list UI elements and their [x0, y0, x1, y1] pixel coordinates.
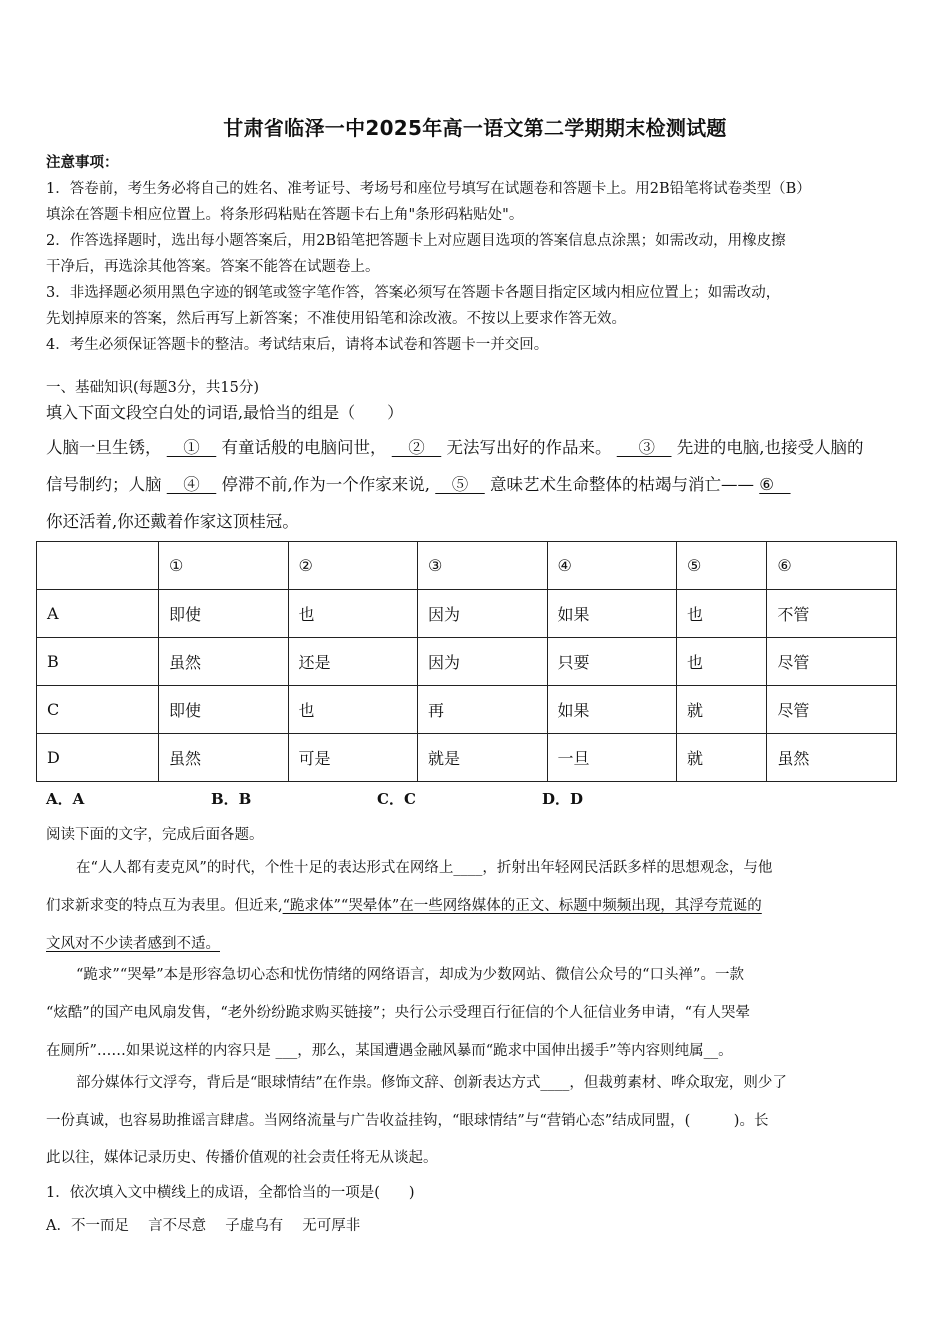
page-title: 甘肃省临泽一中2025年高一语文第二学期期末检测试题 [223, 116, 727, 140]
table-cell: 因为 [418, 590, 548, 638]
table-cell: 即使 [159, 590, 289, 638]
reading-line: 此以往，媒体记录历史、传播价值观的社会责任将无从谈起。 [46, 1150, 438, 1166]
option-c[interactable]: C．C [377, 790, 416, 808]
reading-text: 们求新求变的特点互为表里。但近来, [46, 898, 283, 914]
table-row [37, 734, 897, 782]
blank-1: ① [166, 438, 217, 457]
table-cell: 因为 [418, 638, 548, 686]
table-cell: 只要 [547, 638, 677, 686]
option-a[interactable]: A．A [46, 790, 85, 808]
notice-line: 3．非选择题必须用黑色字迹的钢笔或签字笔作答，答案必须写在答题卡各题目指定区域内相应位置上；如需改动， [46, 285, 781, 301]
table-cell: 虽然 [767, 734, 897, 782]
passage-line-3: 你还活着,你还戴着作家这顶桂冠。 [46, 512, 299, 531]
passage-text: 停滞不前,作为一个作家来说, [221, 475, 430, 494]
table-cell: ② [288, 542, 418, 590]
table-cell: C [37, 686, 159, 734]
blank-4: ④ [166, 475, 217, 494]
notice-line: 干净后，再选涂其他答案。答案不能答在试题卷上。 [46, 259, 380, 275]
table-cell: 也 [677, 590, 767, 638]
table-cell: D [37, 734, 159, 782]
notice-line: 先划掉原来的答案，然后再写上新答案；不准使用铅笔和涂改液。不按以上要求作答无效。 [46, 311, 626, 327]
blank-3: ③ [616, 438, 672, 457]
table-cell: 即使 [159, 686, 289, 734]
table-cell: 也 [288, 590, 418, 638]
table-cell: 如果 [547, 686, 677, 734]
blank-2: ② [391, 438, 442, 457]
question-1: 1．依次填入文中横线上的成语，全都恰当的一项是( ) [46, 1185, 415, 1201]
table-cell: 一旦 [547, 734, 677, 782]
table-cell: 就是 [418, 734, 548, 782]
reading-line: 部分媒体行文浮夸，背后是“眼球情结”在作祟。修饰文辞、创新表达方式____，但裁剪素材、哗众取宠，则少了 [76, 1075, 787, 1091]
option-d[interactable]: D．D [542, 790, 584, 808]
notice-line: 2．作答选择题时，选出每小题答案后，用2B铅笔把答题卡上对应题目选项的答案信息点涂黑；如需改动，用橡皮擦 [46, 233, 786, 249]
passage-line-1 [46, 434, 916, 458]
notice-line: 1．答卷前，考生务必将自己的姓名、准考证号、考场号和座位号填写在试题卷和答题卡上。用2B铅笔将试卷类型（B） [46, 181, 811, 197]
table-row [37, 686, 897, 734]
notice-heading: 注意事项： [46, 154, 119, 171]
reading-line: “跪求”“哭晕”本是形容急切心态和忧伤情绪的网络语言，却成为少数网站、微信公众号的“口头禅”。一款 [76, 967, 744, 983]
table-cell: 尽管 [767, 638, 897, 686]
blank-5: ⑤ [435, 475, 485, 494]
passage-text: 信号制约；人脑 [46, 475, 162, 494]
notice-block [46, 150, 906, 358]
table-cell [37, 542, 159, 590]
reading-line: “炫酷”的国产电风扇发售，“老外纷纷跪求购买链接”；央行公示受理百行征信的个人征信业务申请，“有人哭晕 [46, 1005, 751, 1021]
table-cell: 虽然 [159, 638, 289, 686]
table-cell: 也 [288, 686, 418, 734]
table-cell: 尽管 [767, 686, 897, 734]
underlined-sentence: 文风对不少读者感到不适。 [46, 936, 220, 952]
table-cell: ⑥ [767, 542, 897, 590]
passage-text: 有童话般的电脑问世， [221, 438, 387, 457]
reading-line [46, 932, 906, 953]
section-heading: 一、基础知识(每题3分，共15分) [46, 380, 259, 396]
passage-line-2 [46, 471, 916, 495]
table-cell: 如果 [547, 590, 677, 638]
table-cell: ⑤ [677, 542, 767, 590]
blank-6: ⑥ [759, 475, 791, 494]
table-cell: 不管 [767, 590, 897, 638]
reading-line: 在“人人都有麦克风”的时代，个性十足的表达形式在网络上____，折射出年轻网民活跃多样的思想观念，与他 [76, 860, 773, 876]
table-row [37, 638, 897, 686]
table-cell: 也 [677, 638, 767, 686]
word-choice-table [36, 541, 897, 782]
option-b[interactable]: B．B [211, 790, 252, 808]
table-cell: 虽然 [159, 734, 289, 782]
passage-text: 先进的电脑,也接受人脑的 [676, 438, 864, 457]
table-cell: A [37, 590, 159, 638]
table-cell: 就 [677, 686, 767, 734]
reading-line [46, 894, 906, 915]
table-cell: B [37, 638, 159, 686]
underlined-sentence: “跪求体”“哭晕体”在一些网络媒体的正文、标题中频频出现，其浮夸荒诞的 [282, 898, 762, 914]
table-cell: 再 [418, 686, 548, 734]
notice-line: 填涂在答题卡相应位置上。将条形码粘贴在答题卡右上角"条形码粘贴处"。 [46, 207, 524, 223]
table-cell: ④ [547, 542, 677, 590]
table-cell: ① [159, 542, 289, 590]
table-cell: ③ [418, 542, 548, 590]
table-header-row [37, 542, 897, 590]
reading-line: 在厕所”……如果说这样的内容只是 ___，那么，某国遭遇金融风暴而“跪求中国伸出援手”等内容则纯属__。 [46, 1043, 733, 1059]
passage-text: 无法写出好的作品来。 [446, 438, 612, 457]
table-cell: 可是 [288, 734, 418, 782]
table-cell: 就 [677, 734, 767, 782]
notice-line: 4．考生必须保证答题卡的整洁。考试结束后，请将本试卷和答题卡一并交回。 [46, 337, 549, 353]
reading-intro: 阅读下面的文字，完成后面各题。 [46, 827, 264, 843]
passage-text: 意味艺术生命整体的枯竭与消亡—— [490, 475, 754, 494]
table-cell: 还是 [288, 638, 418, 686]
table-row [37, 590, 897, 638]
question-1-option-a[interactable]: A．不一而足 言不尽意 子虚乌有 无可厚非 [46, 1218, 361, 1234]
reading-line: 一份真诚，也容易助推谣言肆虐。当网络流量与广告收益挂钩，“眼球情结”与“营销心态”结成同盟，( )。长 [46, 1113, 769, 1129]
passage-text: 人脑一旦生锈， [46, 438, 162, 457]
question-stem: 填入下面文段空白处的词语,最恰当的组是（ ） [46, 403, 404, 422]
